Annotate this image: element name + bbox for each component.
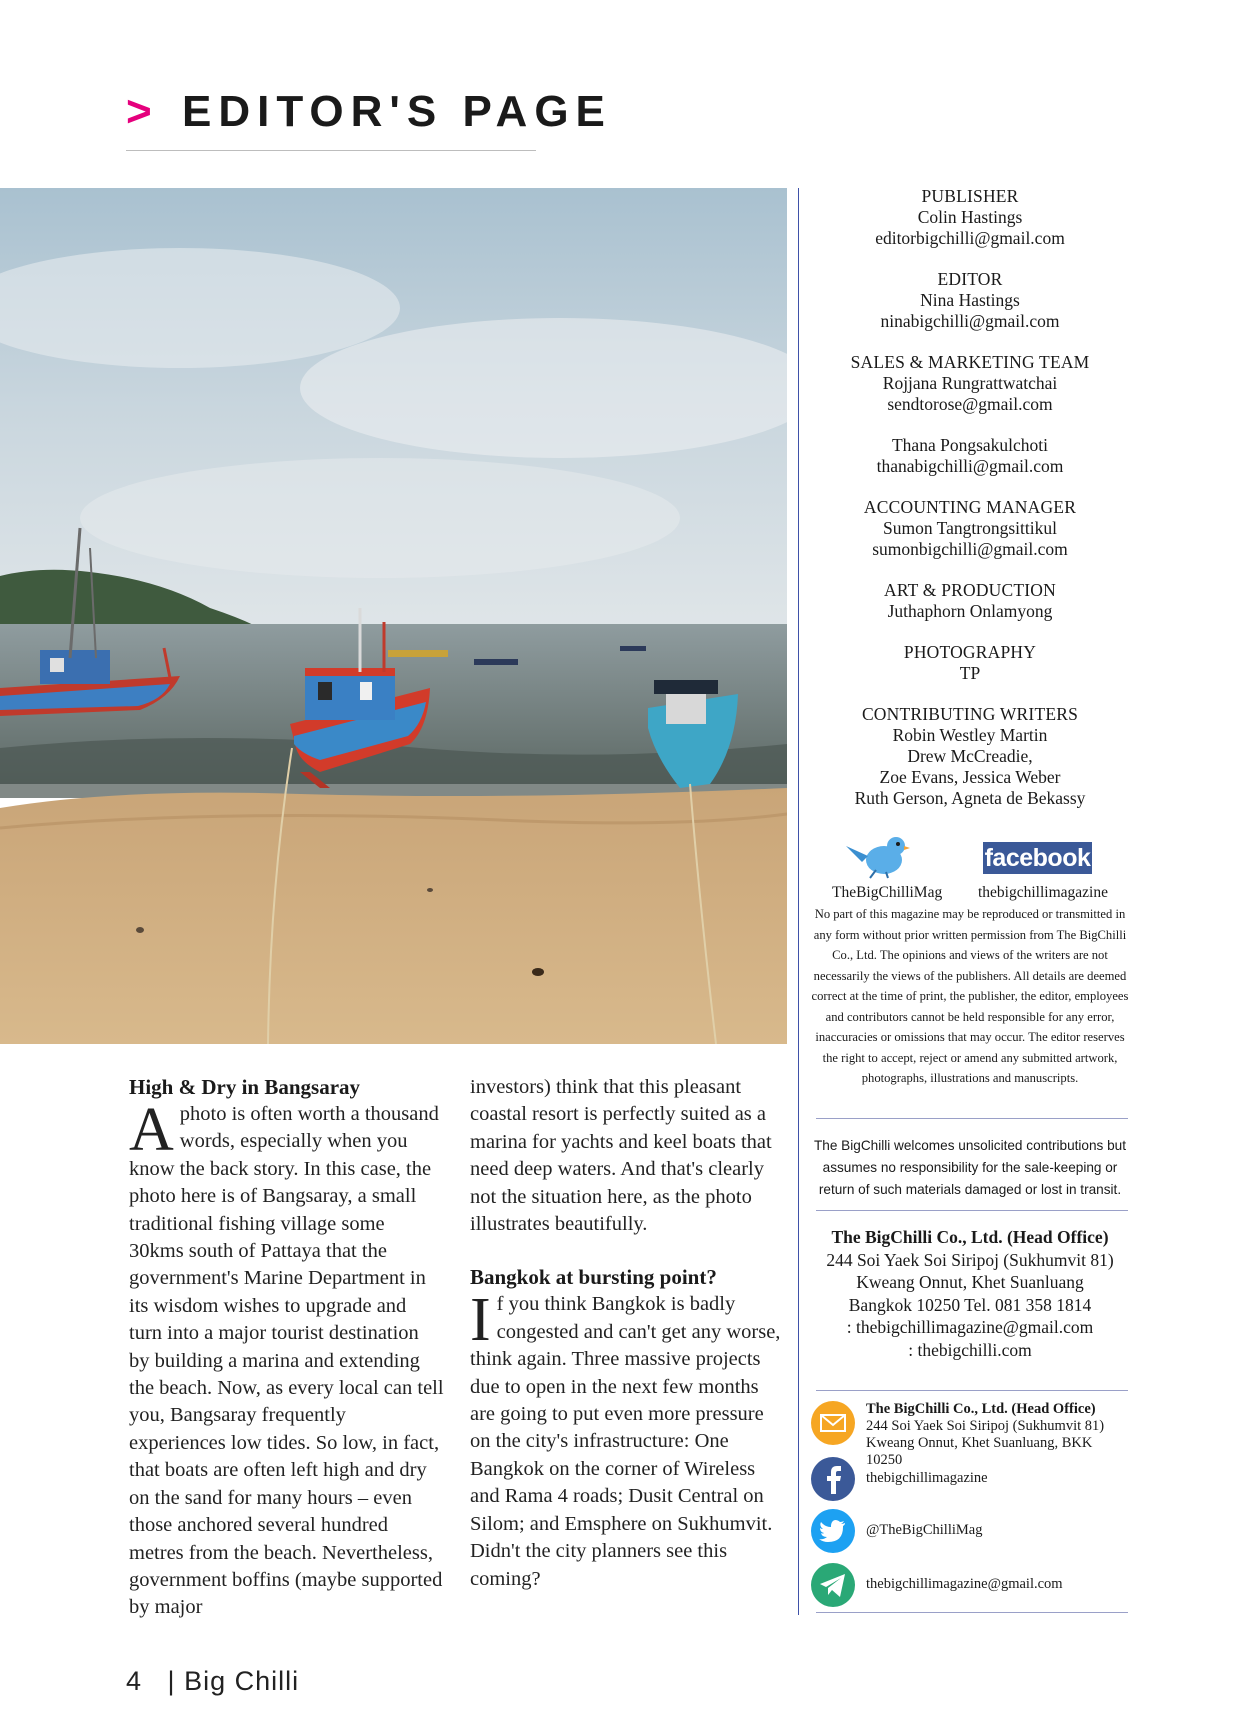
office-line: Bangkok 10250 Tel. 081 358 1814	[848, 1294, 1092, 1315]
masthead-role: CONTRIBUTING WRITERS	[861, 704, 1079, 724]
contact-facebook-handle[interactable]: thebigchillimagazine	[866, 1470, 988, 1486]
masthead-line: Zoe Evans, Jessica Weber	[879, 767, 1061, 787]
magazine-name: Big Chilli	[184, 1666, 300, 1696]
contact-company: The BigChilli Co., Ltd. (Head Office)	[866, 1401, 1096, 1417]
bangsaray-beach-photo	[0, 188, 787, 1044]
masthead-block	[810, 642, 1130, 684]
masthead-block	[810, 497, 1130, 560]
article-paragraph-bangsaray	[129, 1096, 444, 1622]
office-name: The BigChilli Co., Ltd. (Head Office)	[831, 1227, 1109, 1247]
masthead-block	[810, 352, 1130, 415]
chevron-icon: >	[126, 87, 152, 136]
divider	[816, 1210, 1128, 1211]
masthead-role: EDITOR	[937, 269, 1003, 289]
article-paragraph-bangkok	[470, 1286, 786, 1592]
masthead-line: Rojjana Rungrattwatchai	[882, 373, 1058, 393]
masthead-line: Ruth Gerson, Agneta de Bekassy	[854, 788, 1086, 808]
masthead-line: Robin Westley Martin	[892, 725, 1048, 745]
office-line: 244 Soi Yaek Soi Siripoj (Sukhumvit 81)	[826, 1249, 1114, 1270]
masthead-email: ninabigchilli@gmail.com	[880, 311, 1060, 331]
office-line: Kweang Onnut, Khet Suanluang	[856, 1272, 1084, 1292]
page-folio	[126, 1666, 299, 1697]
contact-twitter-handle[interactable]: @TheBigChilliMag	[866, 1522, 983, 1538]
divider	[816, 1390, 1128, 1391]
masthead-block	[810, 435, 1130, 477]
masthead-line: Thana Pongsakulchoti	[891, 435, 1048, 455]
masthead-block	[810, 269, 1130, 332]
masthead-line: TP	[959, 663, 981, 683]
contact-telegram-email[interactable]: thebigchillimagazine@gmail.com	[866, 1576, 1063, 1592]
masthead-line: Drew McCreadie,	[907, 746, 1033, 766]
masthead-block	[810, 704, 1130, 809]
telegram-icon	[810, 1562, 856, 1608]
facebook-icon	[810, 1456, 856, 1502]
article-column-2	[470, 1074, 786, 1593]
masthead-line: Nina Hastings	[920, 290, 1020, 310]
disclaimer-text: No part of this magazine may be reproduced or transmitted in any form without prior written permission from The BigChilli Co., Ltd. The opinions and views of the writers are not necessarily the views of the publishers. All details are deemed correct at the time of print, the publisher, the editor, employees and contributors cannot be held responsible for any error, inaccuracies or omissions that may occur. The editor reserves the right to accept, reject or amend any submitted artwork, photographs, illustrations and manuscripts.	[811, 907, 1129, 1085]
twitter-handle[interactable]: TheBigChilliMag	[832, 884, 943, 901]
contributions-note: The BigChilli welcomes unsolicited contributions but assumes no responsibility for the sale-keeping or return of such materials damaged or lost in transit.	[813, 1138, 1127, 1197]
divider	[816, 1612, 1128, 1613]
page-title: EDITOR'S PAGE	[182, 87, 612, 136]
article-text: f you think Bangkok is badly congested and can't get any worse, think again. Three massive projects due to open in the next few months are going to put even more pressure on the city's infrastructure: One Bangkok on the corner of Wireless and Rama 4 roads; Dusit Central on Silom; and Emsphere on Sukhumvit. Didn't the city planners see this coming?	[470, 1293, 781, 1590]
masthead-block	[810, 580, 1130, 622]
contact-address: 244 Soi Yaek Soi Siripoj (Sukhumvit 81)	[866, 1418, 1105, 1434]
folio-separator: |	[167, 1666, 176, 1696]
masthead-line: Colin Hastings	[917, 207, 1023, 227]
article-paragraph-continued: investors) think that this pleasant coastal resort is perfectly suited as a marina for yachts and keel boats that need deep waters. And that's clearly not the situation here, as the photo illustrates beautifully.	[470, 1076, 772, 1236]
contact-twitter[interactable]	[810, 1508, 1130, 1556]
masthead-role: ART & PRODUCTION	[884, 580, 1056, 600]
masthead-block	[810, 186, 1130, 249]
article-text: photo is often worth a thousand words, especially when you know the back story. In this case, the photo here is of Bangsaray, a small traditional fishing village some 30kms south of Pattaya that the government's Marine Department in its wisdom wishes to upgrade and turn into a major tourist destination by building a marina and extending the beach. Now, as every local can tell you, Bangsaray frequently experiences low tides. So low, in fact, that boats are often left high and dry on the sand for many hours – even those anchored several hundred metres from the beach. Nevertheless, government boffins (maybe supported by major	[129, 1103, 444, 1619]
masthead	[810, 186, 1130, 829]
masthead-role: PUBLISHER	[921, 186, 1019, 206]
dropcap: I	[470, 1286, 491, 1355]
masthead-email: sendtorose@gmail.com	[887, 394, 1053, 414]
contact-address: Kweang Onnut, Khet Suanluang, BKK 10250	[866, 1435, 1093, 1468]
contact-telegram[interactable]	[810, 1562, 1130, 1610]
masthead-email: thanabigchilli@gmail.com	[876, 456, 1064, 476]
twitter-icon	[810, 1508, 856, 1554]
social-links	[826, 832, 1126, 902]
page-number: 4	[126, 1666, 143, 1696]
masthead-line: Sumon Tangtrongsittikul	[883, 518, 1057, 538]
masthead-email: editorbigchilli@gmail.com	[875, 228, 1065, 248]
divider	[816, 1118, 1128, 1119]
masthead-role: SALES & MARKETING TEAM	[850, 352, 1090, 372]
head-office-address	[810, 1226, 1130, 1361]
masthead-line: Juthaphorn Onlamyong	[887, 601, 1053, 621]
masthead-role: ACCOUNTING MANAGER	[863, 497, 1077, 517]
page-header	[126, 87, 612, 151]
masthead-email: sumonbigchilli@gmail.com	[872, 539, 1068, 559]
facebook-logo: facebook	[984, 844, 1091, 872]
twitter-bird-icon	[842, 832, 912, 880]
contact-mail	[810, 1400, 1130, 1468]
office-website[interactable]: : thebigchilli.com	[908, 1339, 1032, 1360]
section-heading-bangkok: Bangkok at bursting point?	[470, 1265, 717, 1290]
office-email[interactable]: : thebigchillimagazine@gmail.com	[846, 1317, 1094, 1337]
facebook-handle[interactable]: thebigchillimagazine	[978, 884, 1108, 901]
column-divider	[798, 188, 799, 1615]
mail-icon	[810, 1400, 856, 1446]
dropcap: A	[129, 1096, 174, 1164]
contact-facebook[interactable]	[810, 1456, 1130, 1504]
masthead-role: PHOTOGRAPHY	[903, 642, 1037, 662]
section-heading-bangsaray: High & Dry in Bangsaray	[129, 1075, 361, 1099]
article-column-1	[129, 1074, 444, 1622]
